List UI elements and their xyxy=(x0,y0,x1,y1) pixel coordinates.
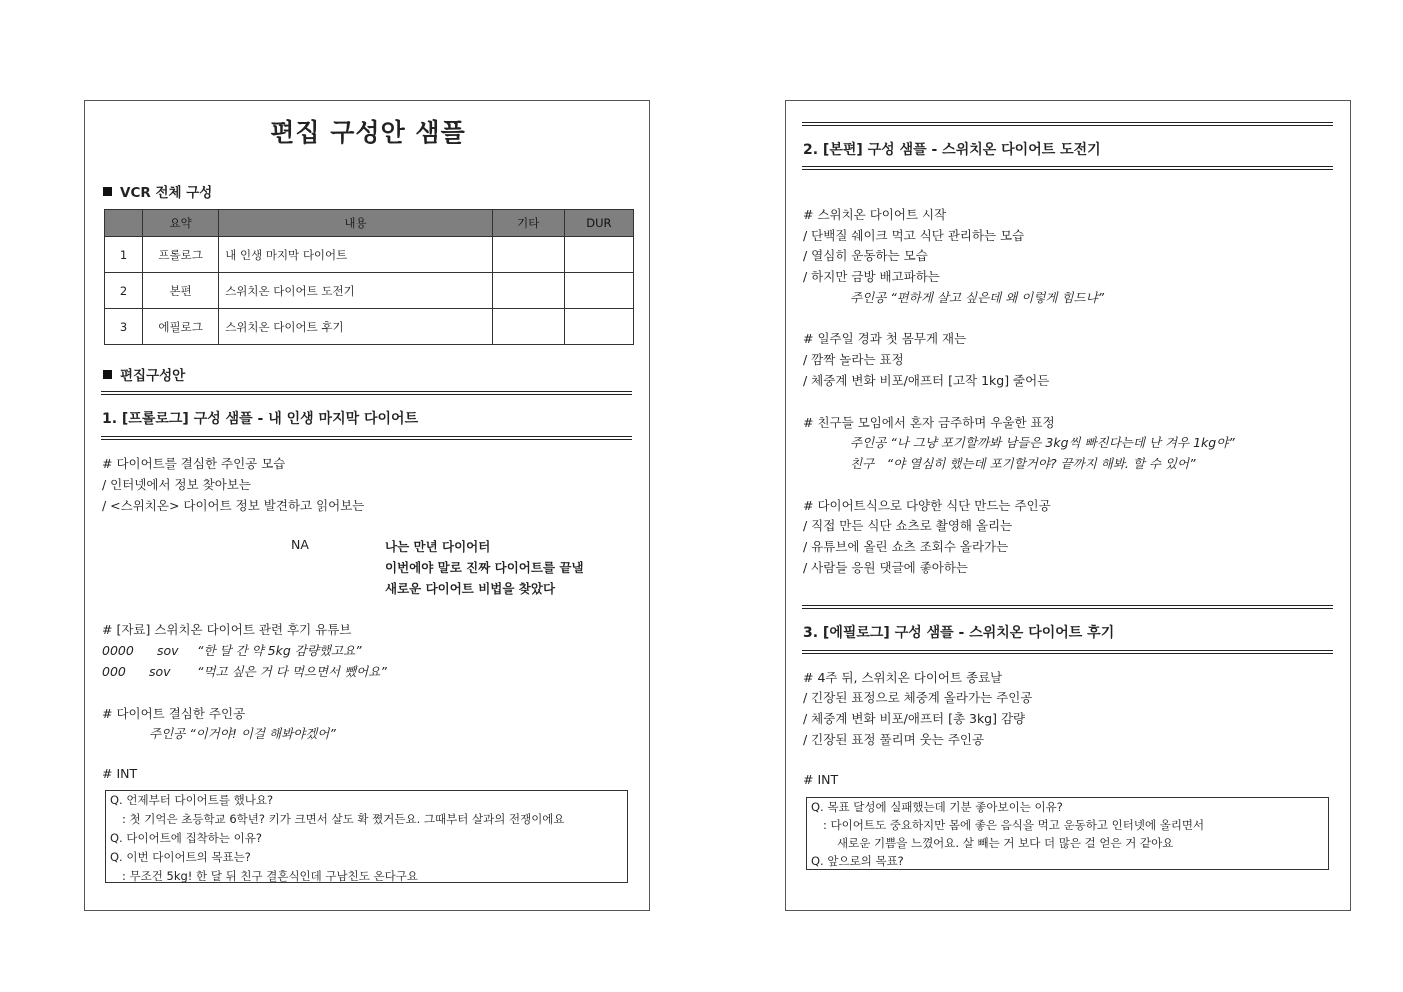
scene-line: / 긴장된 표정으로 체중계 올라가는 주인공 xyxy=(803,690,1033,705)
vcr-heading: VCR 전체 구성 xyxy=(103,181,212,201)
youtube-quote: 000 sov “먹고 싶은 거 다 먹으면서 뺐어요” xyxy=(102,664,387,679)
scene-line: / 깜짝 놀라는 표정 xyxy=(803,352,904,367)
character-quote: 주인공 “이거야! 이걸 해봐야겠어” xyxy=(149,726,336,741)
scene-line: / 인터넷에서 정보 찾아보는 xyxy=(102,477,251,492)
interview-box xyxy=(806,797,1329,870)
row-number: 1 xyxy=(105,237,143,273)
scene-line: / 체중계 변화 비포/애프터 [총 3kg] 감량 xyxy=(803,711,1026,726)
interview-line: Q. 다이어트에 집착하는 이유? xyxy=(110,831,262,845)
double-rule xyxy=(802,122,1333,126)
scene-line: # 다이어트식으로 다양한 식단 만드는 주인공 xyxy=(803,498,1051,513)
row-dur xyxy=(564,309,633,345)
row-dur xyxy=(564,237,633,273)
double-rule xyxy=(101,436,632,440)
section-title: 2. [본편] 구성 샘플 - 스위치온 다이어트 도전기 xyxy=(803,142,1101,158)
na-line: 나는 만년 다이어터 xyxy=(385,539,491,554)
double-rule xyxy=(802,166,1333,170)
row-etc xyxy=(492,273,564,309)
scene-line: / <스위치온> 다이어트 정보 발견하고 읽어보는 xyxy=(102,498,365,513)
scene-line: / 체중계 변화 비포/애프터 [고작 1kg] 줄어든 xyxy=(803,373,1050,388)
int-label: # INT xyxy=(803,772,839,787)
interview-line: 새로운 기쁨을 느꼈어요. 살 빼는 거 보다 더 많은 걸 얻은 거 같아요 xyxy=(837,836,1174,850)
row-content: 스위치온 다이어트 후기 xyxy=(219,309,493,345)
scene-line: # 4주 뒤, 스위치온 다이어트 종료날 xyxy=(803,670,1003,685)
row-number: 3 xyxy=(105,309,143,345)
na-label: NA xyxy=(291,537,309,552)
row-summary: 프롤로그 xyxy=(143,237,219,273)
section-title: 3. [에필로그] 구성 샘플 - 스위치온 다이어트 후기 xyxy=(803,625,1115,641)
na-line: 새로운 다이어트 비법을 찾았다 xyxy=(385,581,556,596)
na-line: 이번에야 말로 진짜 다이어트를 끝낼 xyxy=(385,560,584,575)
row-number: 2 xyxy=(105,273,143,309)
scene-line: / 직접 만든 식단 쇼츠로 촬영해 올리는 xyxy=(803,518,1013,533)
table-header: 기타 xyxy=(492,210,564,237)
character-quote: 친구 “야 열심히 했는데 포기할거야? 끝까지 해봐. 할 수 있어” xyxy=(850,456,1196,471)
scene-line: / 사람들 응원 댓글에 좋아하는 xyxy=(803,560,969,575)
row-content: 스위치온 다이어트 도전기 xyxy=(219,273,493,309)
int-label: # INT xyxy=(102,766,138,781)
double-rule xyxy=(802,650,1333,654)
row-summary: 본편 xyxy=(143,273,219,309)
vcr-table xyxy=(104,209,634,345)
scene-line: # 일주일 경과 첫 몸무게 재는 xyxy=(803,331,967,346)
scene-line: # 다이어트 결심한 주인공 xyxy=(102,706,246,721)
scene-line: # 스위치온 다이어트 시작 xyxy=(803,207,947,222)
interview-line: Q. 이번 다이어트의 목표는? xyxy=(110,850,251,864)
character-quote: 주인공 “나 그냥 포기할까봐 남들은 3kg씩 빠진다는데 난 겨우 1kg야” xyxy=(850,435,1235,450)
table-row xyxy=(105,237,634,273)
section-title: 1. [프롤로그] 구성 샘플 - 내 인생 마지막 다이어트 xyxy=(102,411,419,427)
page-title: 편집 구성안 샘플 xyxy=(270,118,466,147)
document-page-2 xyxy=(785,100,1351,911)
table-header-row xyxy=(105,210,634,237)
table-header: DUR xyxy=(564,210,633,237)
youtube-quote: 0000 sov “한 달 간 약 5kg 감량했고요” xyxy=(102,643,362,658)
square-bullet-icon xyxy=(103,187,112,196)
double-rule xyxy=(101,391,632,395)
row-etc xyxy=(492,237,564,273)
interview-line: : 첫 기억은 초등학교 6학년? 키가 크면서 살도 확 쪘거든요. 그때부터 살과의 전쟁이에요 xyxy=(122,812,565,826)
table-header xyxy=(105,210,143,237)
double-rule xyxy=(802,605,1333,609)
table-header: 요약 xyxy=(143,210,219,237)
scene-line: # [자료] 스위치온 다이어트 관련 후기 유튜브 xyxy=(102,622,352,637)
interview-line: : 다이어트도 중요하지만 몸에 좋은 음식을 먹고 운동하고 인터넷에 올리면서 xyxy=(823,818,1205,832)
scene-line: / 열심히 운동하는 모습 xyxy=(803,248,928,263)
table-row xyxy=(105,273,634,309)
table-header: 내용 xyxy=(219,210,493,237)
character-quote: 주인공 “편하게 살고 싶은데 왜 이렇게 힘드냐” xyxy=(850,290,1105,305)
table-row xyxy=(105,309,634,345)
document-page-1 xyxy=(84,100,650,911)
square-bullet-icon xyxy=(103,370,112,379)
interview-line: Q. 앞으로의 목표? xyxy=(811,854,904,868)
interview-box xyxy=(105,790,628,883)
interview-line: Q. 언제부터 다이어트를 했나요? xyxy=(110,793,274,807)
row-etc xyxy=(492,309,564,345)
scene-line: / 유튜브에 올린 쇼츠 조회수 올라가는 xyxy=(803,539,1009,554)
scene-line: / 긴장된 표정 풀리며 웃는 주인공 xyxy=(803,732,985,747)
interview-line: : 무조건 5kg! 한 달 뒤 친구 결혼식인데 구남친도 온다구요 xyxy=(122,869,418,883)
scene-line: # 친구들 모임에서 혼자 금주하며 우울한 표정 xyxy=(803,415,1055,430)
row-content: 내 인생 마지막 다이어트 xyxy=(219,237,493,273)
scene-line: / 단백질 쉐이크 먹고 식단 관리하는 모습 xyxy=(803,228,1025,243)
row-summary: 에필로그 xyxy=(143,309,219,345)
scene-line: / 하지만 금방 배고파하는 xyxy=(803,269,940,284)
row-dur xyxy=(564,273,633,309)
interview-line: Q. 목표 달성에 실패했는데 기분 좋아보이는 이유? xyxy=(811,800,1063,814)
edit-heading: 편집구성안 xyxy=(103,364,185,384)
scene-line: # 다이어트를 결심한 주인공 모습 xyxy=(102,456,286,471)
